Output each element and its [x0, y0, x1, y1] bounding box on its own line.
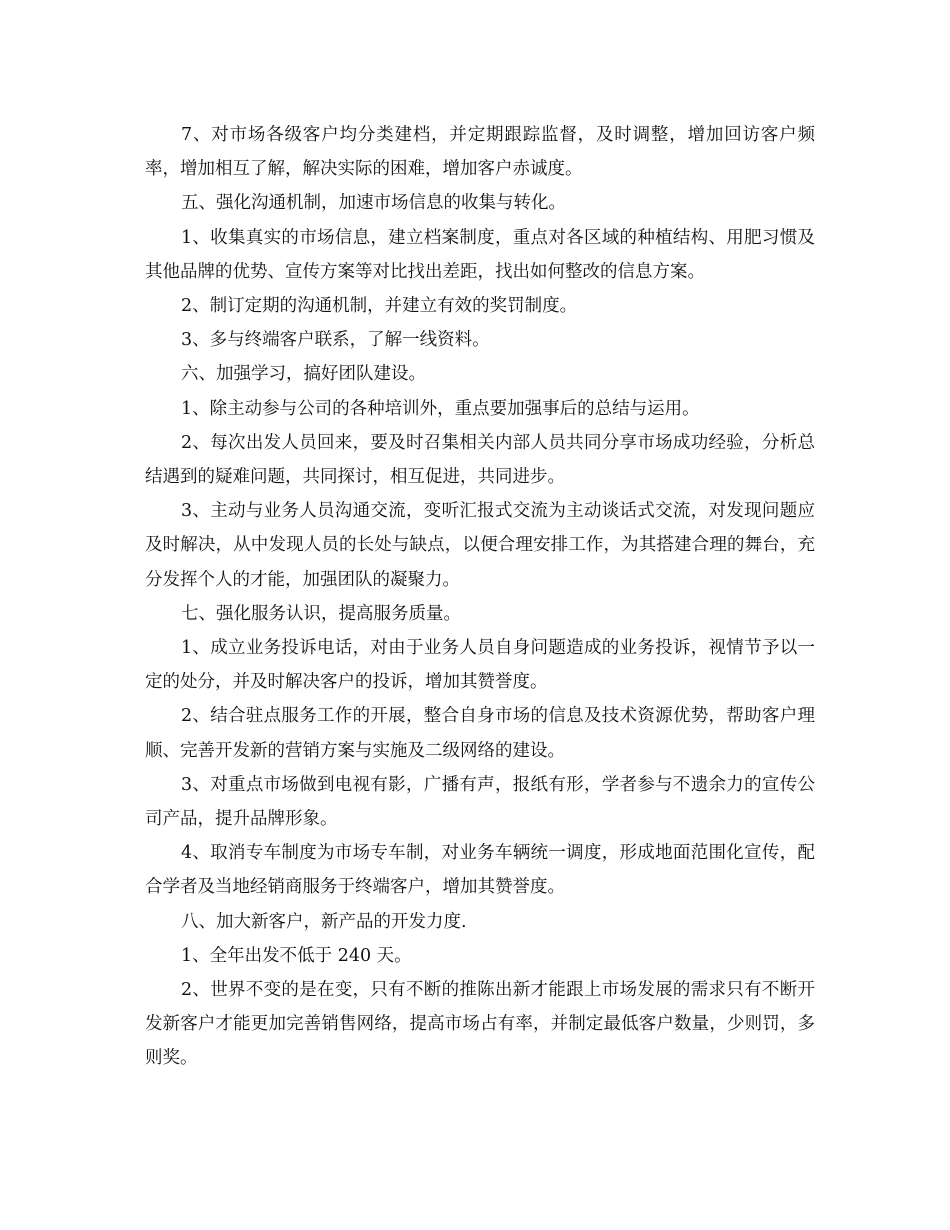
document-body: [145, 118, 815, 1076]
paragraph: 3、对重点市场做到电视有影，广播有声，报纸有形，学者参与不遗余力的宣传公司产品，提升品牌形象。: [145, 774, 815, 830]
paragraph: 2、结合驻点服务工作的开展，整合自身市场的信息及技术资源优势，帮助客户理顺、完善开发新的营销方案与实施及二级网络的建设。: [145, 706, 815, 761]
paragraph: 2、制订定期的沟通机制，并建立有效的奖罚制度。: [181, 296, 578, 317]
paragraph: 3、主动与业务人员沟通交流，变听汇报式交流为主动谈话式交流，对发现问题应及时解决，从中发现人员的长处与缺点，以便合理安排工作，为其搭建合理的舞台，充分发挥个人的才能，加强团队的凝聚力。: [145, 501, 815, 590]
paragraph: 1、除主动参与公司的各种培训外，重点要加强事后的总结与运用。: [181, 398, 700, 419]
section-heading: 六、加强学习，搞好团队建设。: [181, 364, 426, 385]
paragraph: 1、全年出发不低于 240 天。: [181, 945, 412, 966]
paragraph: 1、成立业务投诉电话，对由于业务人员自身问题造成的业务投诉，视情节予以一定的处分，并及时解决客户的投诉，增加其赞誉度。: [145, 638, 815, 693]
paragraph: 7、对市场各级客户均分类建档，并定期跟踪监督，及时调整，增加回访客户频率，增加相互了解，解决实际的困难，增加客户赤诚度。: [145, 125, 815, 180]
paragraph: 4、取消专车制度为市场专车制，对业务车辆统一调度，形成地面范围化宣传，配合学者及当地经销商服务于终端客户，增加其赞誉度。: [145, 843, 815, 898]
paragraph: 2、世界不变的是在变，只有不断的推陈出新才能跟上市场发展的需求只有不断开发新客户才能更加完善销售网络，提高市场占有率，并制定最低客户数量，少则罚，多则奖。: [145, 980, 815, 1069]
section-heading: 七、强化服务认识，提高服务质量。: [181, 603, 461, 624]
section-heading: 八、加大新客户，新产品的开发力度.: [181, 911, 467, 932]
paragraph: 2、每次出发人员回来，要及时召集相关内部人员共同分享市场成功经验，分析总结遇到的疑难问题，共同探讨，相互促进，共同进步。: [145, 432, 815, 488]
section-heading: 五、强化沟通机制，加速市场信息的收集与转化。: [181, 193, 566, 214]
paragraph: 3、多与终端客户联系，了解一线资料。: [181, 330, 490, 351]
paragraph: 1、收集真实的市场信息，建立档案制度，重点对各区域的种植结构、用肥习惯及其他品牌的优势、宣传方案等对比找出差距，找出如何整改的信息方案。: [145, 227, 815, 282]
